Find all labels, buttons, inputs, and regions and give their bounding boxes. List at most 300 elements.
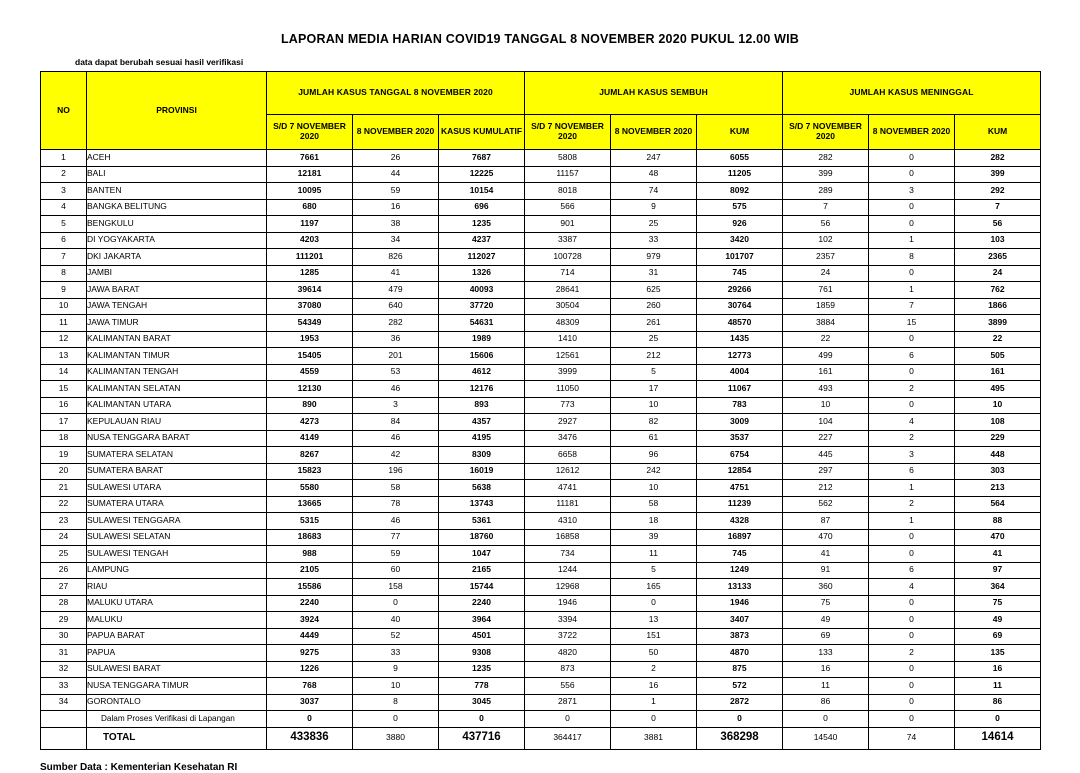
- cell-sembuh-sd: 11050: [525, 381, 611, 398]
- cell-meninggal-hari: 0: [869, 711, 955, 728]
- cell-kasus-hari: 201: [353, 348, 439, 365]
- cell-no: 24: [41, 529, 87, 546]
- cell-sembuh-sd: 5808: [525, 150, 611, 167]
- cell-kasus-kumulatif: 3045: [439, 694, 525, 711]
- cell-meninggal-sd: 227: [783, 430, 869, 447]
- cell-sembuh-kum: 3407: [697, 612, 783, 629]
- cell-provinsi: GORONTALO: [87, 694, 267, 711]
- cell-meninggal-kum: 41: [955, 546, 1041, 563]
- table-row: [41, 298, 1041, 315]
- cell-provinsi: DI YOGYAKARTA: [87, 232, 267, 249]
- cell-meninggal-kum: 69: [955, 628, 1041, 645]
- cell-meninggal-kum: 103: [955, 232, 1041, 249]
- cell-kasus-kumulatif: 12176: [439, 381, 525, 398]
- cell-meninggal-hari: 0: [869, 595, 955, 612]
- cell-sembuh-sd: 30504: [525, 298, 611, 315]
- cell-sembuh-hari: 25: [611, 216, 697, 233]
- cell-sembuh-hari: 242: [611, 463, 697, 480]
- cell-meninggal-kum: 762: [955, 282, 1041, 299]
- header-group-sembuh: JUMLAH KASUS SEMBUH: [525, 72, 783, 115]
- cell-provinsi: SULAWESI BARAT: [87, 661, 267, 678]
- cell-sembuh-kum: 1435: [697, 331, 783, 348]
- table-row: [41, 595, 1041, 612]
- cell-kasus-kumulatif: 10154: [439, 183, 525, 200]
- cell-meninggal-hari: 0: [869, 661, 955, 678]
- cell-kasus-sd: 9275: [267, 645, 353, 662]
- cell-kasus-hari: 196: [353, 463, 439, 480]
- header-group-kasus: JUMLAH KASUS TANGGAL 8 NOVEMBER 2020: [267, 72, 525, 115]
- cell-meninggal-kum: 470: [955, 529, 1041, 546]
- cell-kasus-hari: 52: [353, 628, 439, 645]
- cell-sembuh-kum: 0: [697, 711, 783, 728]
- cell-kasus-kumulatif: 4195: [439, 430, 525, 447]
- cell-no: 34: [41, 694, 87, 711]
- cell-provinsi: SUMATERA UTARA: [87, 496, 267, 513]
- cell-meninggal-sd: 133: [783, 645, 869, 662]
- cell-provinsi: RIAU: [87, 579, 267, 596]
- cell-kasus-sd: 12181: [267, 166, 353, 183]
- cell-meninggal-sd: 75: [783, 595, 869, 612]
- cell-no: 25: [41, 546, 87, 563]
- table-row: [41, 612, 1041, 629]
- table-row: [41, 579, 1041, 596]
- cell-kasus-sd: 1197: [267, 216, 353, 233]
- cell-provinsi: Dalam Proses Verifikasi di Lapangan: [87, 711, 267, 728]
- cell-sembuh-sd: 4741: [525, 480, 611, 497]
- cell-sembuh-kum: 11205: [697, 166, 783, 183]
- cell-meninggal-sd: 14540: [783, 727, 869, 749]
- cell-meninggal-hari: 2: [869, 645, 955, 662]
- cell-kasus-hari: 59: [353, 183, 439, 200]
- cell-meninggal-kum: 448: [955, 447, 1041, 464]
- cell-kasus-sd: 15405: [267, 348, 353, 365]
- cell-meninggal-kum: 364: [955, 579, 1041, 596]
- cell-sembuh-hari: 11: [611, 546, 697, 563]
- cell-kasus-hari: 36: [353, 331, 439, 348]
- cell-sembuh-kum: 926: [697, 216, 783, 233]
- cell-sembuh-kum: 783: [697, 397, 783, 414]
- cell-meninggal-sd: 104: [783, 414, 869, 431]
- cell-meninggal-kum: 49: [955, 612, 1041, 629]
- table-row: [41, 199, 1041, 216]
- cell-sembuh-hari: 212: [611, 348, 697, 365]
- cell-sembuh-sd: 3394: [525, 612, 611, 629]
- cell-sembuh-sd: 901: [525, 216, 611, 233]
- cell-kasus-kumulatif: 4357: [439, 414, 525, 431]
- cell-kasus-sd: 10095: [267, 183, 353, 200]
- cell-meninggal-kum: 229: [955, 430, 1041, 447]
- header-sembuh-hari: 8 NOVEMBER 2020: [611, 115, 697, 150]
- cell-meninggal-kum: 1866: [955, 298, 1041, 315]
- cell-provinsi: NUSA TENGGARA TIMUR: [87, 678, 267, 695]
- cell-no: 21: [41, 480, 87, 497]
- cell-meninggal-kum: 86: [955, 694, 1041, 711]
- cell-meninggal-hari: 0: [869, 628, 955, 645]
- cell-no: 26: [41, 562, 87, 579]
- table-row: [41, 678, 1041, 695]
- cell-kasus-hari: 479: [353, 282, 439, 299]
- cell-sembuh-hari: 151: [611, 628, 697, 645]
- cell-meninggal-sd: 91: [783, 562, 869, 579]
- cell-kasus-sd: 37080: [267, 298, 353, 315]
- cell-no: 12: [41, 331, 87, 348]
- cell-meninggal-hari: 0: [869, 546, 955, 563]
- cell-kasus-sd: 768: [267, 678, 353, 695]
- table-row: [41, 661, 1041, 678]
- cell-meninggal-hari: 2: [869, 430, 955, 447]
- cell-kasus-hari: 8: [353, 694, 439, 711]
- cell-sembuh-sd: 3722: [525, 628, 611, 645]
- cell-meninggal-kum: 14614: [955, 727, 1041, 749]
- cell-meninggal-sd: 761: [783, 282, 869, 299]
- cell-sembuh-sd: 556: [525, 678, 611, 695]
- cell-kasus-kumulatif: 4501: [439, 628, 525, 645]
- cell-meninggal-sd: 10: [783, 397, 869, 414]
- header-meninggal-kum: KUM: [955, 115, 1041, 150]
- cell-no: 14: [41, 364, 87, 381]
- cell-no: 6: [41, 232, 87, 249]
- cell-sembuh-kum: 30764: [697, 298, 783, 315]
- cell-kasus-sd: 680: [267, 199, 353, 216]
- cell-sembuh-kum: 3873: [697, 628, 783, 645]
- table-row: [41, 348, 1041, 365]
- cell-sembuh-hari: 5: [611, 364, 697, 381]
- cell-sembuh-kum: 3009: [697, 414, 783, 431]
- cell-provinsi: PAPUA: [87, 645, 267, 662]
- cell-kasus-sd: 890: [267, 397, 353, 414]
- table-row: [41, 232, 1041, 249]
- cell-kasus-hari: 640: [353, 298, 439, 315]
- header-no: NO: [41, 72, 87, 150]
- cell-provinsi: TOTAL: [87, 727, 267, 749]
- table-row: [41, 331, 1041, 348]
- cell-meninggal-hari: 8: [869, 249, 955, 266]
- cell-sembuh-hari: 0: [611, 711, 697, 728]
- cell-provinsi: SULAWESI TENGAH: [87, 546, 267, 563]
- cell-no: 22: [41, 496, 87, 513]
- cell-meninggal-sd: 11: [783, 678, 869, 695]
- cell-no: 31: [41, 645, 87, 662]
- cell-kasus-sd: 4273: [267, 414, 353, 431]
- cell-sembuh-sd: 2871: [525, 694, 611, 711]
- cell-meninggal-kum: 88: [955, 513, 1041, 530]
- cell-sembuh-hari: 74: [611, 183, 697, 200]
- cell-sembuh-sd: 734: [525, 546, 611, 563]
- cell-kasus-sd: 111201: [267, 249, 353, 266]
- cell-sembuh-sd: 873: [525, 661, 611, 678]
- cell-kasus-sd: 15586: [267, 579, 353, 596]
- cell-no: 19: [41, 447, 87, 464]
- cell-sembuh-hari: 5: [611, 562, 697, 579]
- page-title: LAPORAN MEDIA HARIAN COVID19 TANGGAL 8 NOVEMBER 2020 PUKUL 12.00 WIB: [280, 32, 800, 46]
- table-row: [41, 628, 1041, 645]
- cell-kasus-hari: 3880: [353, 727, 439, 749]
- cell-provinsi: KALIMANTAN TIMUR: [87, 348, 267, 365]
- cell-kasus-hari: 46: [353, 381, 439, 398]
- cell-kasus-hari: 40: [353, 612, 439, 629]
- table-row: [41, 645, 1041, 662]
- table-row: [41, 480, 1041, 497]
- cell-sembuh-hari: 58: [611, 496, 697, 513]
- cell-no: [41, 711, 87, 728]
- cell-sembuh-kum: 8092: [697, 183, 783, 200]
- cell-no: 28: [41, 595, 87, 612]
- cell-provinsi: SULAWESI TENGGARA: [87, 513, 267, 530]
- cell-meninggal-kum: 213: [955, 480, 1041, 497]
- cell-meninggal-hari: 0: [869, 678, 955, 695]
- cell-kasus-hari: 33: [353, 645, 439, 662]
- table-row: [41, 529, 1041, 546]
- cell-sembuh-sd: 4820: [525, 645, 611, 662]
- cell-sembuh-kum: 368298: [697, 727, 783, 749]
- cell-kasus-sd: 4559: [267, 364, 353, 381]
- table-row: [41, 397, 1041, 414]
- cell-sembuh-sd: 773: [525, 397, 611, 414]
- cell-meninggal-kum: 108: [955, 414, 1041, 431]
- cell-no: 16: [41, 397, 87, 414]
- cell-sembuh-kum: 875: [697, 661, 783, 678]
- cell-meninggal-kum: 10: [955, 397, 1041, 414]
- table-row: [41, 364, 1041, 381]
- cell-meninggal-kum: 3899: [955, 315, 1041, 332]
- cell-sembuh-hari: 625: [611, 282, 697, 299]
- cell-sembuh-sd: 100728: [525, 249, 611, 266]
- cell-meninggal-sd: 289: [783, 183, 869, 200]
- cell-kasus-sd: 988: [267, 546, 353, 563]
- cell-meninggal-sd: 399: [783, 166, 869, 183]
- table-row-total: [41, 727, 1041, 749]
- cell-kasus-hari: 826: [353, 249, 439, 266]
- cell-meninggal-hari: 1: [869, 282, 955, 299]
- cell-sembuh-hari: 48: [611, 166, 697, 183]
- cell-sembuh-sd: 8018: [525, 183, 611, 200]
- cell-kasus-hari: 34: [353, 232, 439, 249]
- cell-meninggal-sd: 161: [783, 364, 869, 381]
- cell-sembuh-hari: 50: [611, 645, 697, 662]
- cell-provinsi: LAMPUNG: [87, 562, 267, 579]
- cell-sembuh-kum: 4870: [697, 645, 783, 662]
- cell-meninggal-kum: 56: [955, 216, 1041, 233]
- cell-kasus-kumulatif: 5361: [439, 513, 525, 530]
- cell-kasus-sd: 54349: [267, 315, 353, 332]
- cell-sembuh-hari: 165: [611, 579, 697, 596]
- cell-meninggal-kum: 399: [955, 166, 1041, 183]
- cell-no: 15: [41, 381, 87, 398]
- cell-sembuh-hari: 82: [611, 414, 697, 431]
- header-kasus-hari: 8 NOVEMBER 2020: [353, 115, 439, 150]
- cell-no: 1: [41, 150, 87, 167]
- table-row: [41, 282, 1041, 299]
- cell-kasus-hari: 0: [353, 595, 439, 612]
- cell-kasus-hari: 46: [353, 513, 439, 530]
- cell-sembuh-sd: 12561: [525, 348, 611, 365]
- cell-sembuh-kum: 6055: [697, 150, 783, 167]
- cell-sembuh-sd: 3387: [525, 232, 611, 249]
- table-row: [41, 562, 1041, 579]
- cell-sembuh-hari: 2: [611, 661, 697, 678]
- cell-kasus-hari: 59: [353, 546, 439, 563]
- cell-kasus-kumulatif: 4612: [439, 364, 525, 381]
- cell-kasus-kumulatif: 893: [439, 397, 525, 414]
- table-row: [41, 414, 1041, 431]
- cell-meninggal-sd: 493: [783, 381, 869, 398]
- table-row: [41, 447, 1041, 464]
- cell-provinsi: SUMATERA SELATAN: [87, 447, 267, 464]
- cell-sembuh-sd: 12612: [525, 463, 611, 480]
- cell-sembuh-sd: 12968: [525, 579, 611, 596]
- cell-sembuh-sd: 16858: [525, 529, 611, 546]
- cell-kasus-sd: 433836: [267, 727, 353, 749]
- cell-provinsi: KALIMANTAN TENGAH: [87, 364, 267, 381]
- cell-kasus-kumulatif: 16019: [439, 463, 525, 480]
- cell-meninggal-sd: 41: [783, 546, 869, 563]
- cell-meninggal-sd: 69: [783, 628, 869, 645]
- cell-kasus-kumulatif: 696: [439, 199, 525, 216]
- cell-meninggal-kum: 7: [955, 199, 1041, 216]
- cell-meninggal-hari: 0: [869, 199, 955, 216]
- cell-kasus-kumulatif: 15744: [439, 579, 525, 596]
- cell-sembuh-sd: 566: [525, 199, 611, 216]
- cell-kasus-kumulatif: 112027: [439, 249, 525, 266]
- cell-kasus-sd: 4203: [267, 232, 353, 249]
- cell-sembuh-kum: 16897: [697, 529, 783, 546]
- cell-meninggal-sd: 0: [783, 711, 869, 728]
- cell-sembuh-hari: 10: [611, 480, 697, 497]
- cell-provinsi: KEPULAUAN RIAU: [87, 414, 267, 431]
- cell-meninggal-kum: 75: [955, 595, 1041, 612]
- cell-meninggal-hari: 1: [869, 480, 955, 497]
- cell-kasus-hari: 10: [353, 678, 439, 695]
- cell-no: 11: [41, 315, 87, 332]
- cell-sembuh-kum: 11067: [697, 381, 783, 398]
- cell-meninggal-sd: 102: [783, 232, 869, 249]
- cell-kasus-kumulatif: 18760: [439, 529, 525, 546]
- cell-kasus-kumulatif: 37720: [439, 298, 525, 315]
- cell-sembuh-hari: 16: [611, 678, 697, 695]
- table-row: [41, 381, 1041, 398]
- cell-meninggal-kum: 292: [955, 183, 1041, 200]
- cell-meninggal-sd: 87: [783, 513, 869, 530]
- cell-sembuh-kum: 11239: [697, 496, 783, 513]
- cell-meninggal-sd: 297: [783, 463, 869, 480]
- cell-no: 3: [41, 183, 87, 200]
- cell-meninggal-kum: 2365: [955, 249, 1041, 266]
- header-kasus-kumulatif: KASUS KUMULATIF: [439, 115, 525, 150]
- cell-provinsi: BANGKA BELITUNG: [87, 199, 267, 216]
- cell-meninggal-sd: 562: [783, 496, 869, 513]
- cell-kasus-sd: 12130: [267, 381, 353, 398]
- cell-sembuh-hari: 10: [611, 397, 697, 414]
- cell-provinsi: MALUKU: [87, 612, 267, 629]
- cell-kasus-sd: 5580: [267, 480, 353, 497]
- table-row: [41, 711, 1041, 728]
- table-row: [41, 430, 1041, 447]
- header-meninggal-hari: 8 NOVEMBER 2020: [869, 115, 955, 150]
- cell-meninggal-hari: 0: [869, 694, 955, 711]
- cell-meninggal-hari: 0: [869, 265, 955, 282]
- cell-meninggal-sd: 445: [783, 447, 869, 464]
- cell-kasus-sd: 4449: [267, 628, 353, 645]
- cell-meninggal-hari: 7: [869, 298, 955, 315]
- cell-meninggal-kum: 282: [955, 150, 1041, 167]
- cell-kasus-sd: 2105: [267, 562, 353, 579]
- cell-meninggal-kum: 0: [955, 711, 1041, 728]
- cell-kasus-kumulatif: 8309: [439, 447, 525, 464]
- cell-kasus-hari: 16: [353, 199, 439, 216]
- cell-meninggal-sd: 16: [783, 661, 869, 678]
- cell-kasus-sd: 0: [267, 711, 353, 728]
- cell-no: 23: [41, 513, 87, 530]
- table-row: [41, 166, 1041, 183]
- cell-meninggal-hari: 0: [869, 150, 955, 167]
- header-group-meninggal: JUMLAH KASUS MENINGGAL: [783, 72, 1041, 115]
- cell-kasus-kumulatif: 2240: [439, 595, 525, 612]
- cell-provinsi: SULAWESI SELATAN: [87, 529, 267, 546]
- cell-sembuh-kum: 4751: [697, 480, 783, 497]
- cell-provinsi: SUMATERA BARAT: [87, 463, 267, 480]
- cell-no: 33: [41, 678, 87, 695]
- cell-meninggal-hari: 0: [869, 166, 955, 183]
- cell-sembuh-sd: 1410: [525, 331, 611, 348]
- cell-kasus-sd: 1285: [267, 265, 353, 282]
- cell-sembuh-hari: 979: [611, 249, 697, 266]
- table-row: [41, 496, 1041, 513]
- cell-kasus-kumulatif: 437716: [439, 727, 525, 749]
- cell-kasus-kumulatif: 1235: [439, 661, 525, 678]
- cell-kasus-hari: 41: [353, 265, 439, 282]
- cell-meninggal-hari: 3: [869, 183, 955, 200]
- cell-meninggal-kum: 161: [955, 364, 1041, 381]
- cell-no: 30: [41, 628, 87, 645]
- cell-meninggal-hari: 0: [869, 364, 955, 381]
- cell-sembuh-hari: 18: [611, 513, 697, 530]
- cell-meninggal-hari: 0: [869, 216, 955, 233]
- cell-meninggal-hari: 6: [869, 463, 955, 480]
- cell-meninggal-kum: 24: [955, 265, 1041, 282]
- cell-kasus-kumulatif: 1989: [439, 331, 525, 348]
- cell-sembuh-hari: 39: [611, 529, 697, 546]
- cell-sembuh-kum: 6754: [697, 447, 783, 464]
- cell-no: 8: [41, 265, 87, 282]
- cell-kasus-kumulatif: 2165: [439, 562, 525, 579]
- cell-sembuh-sd: 714: [525, 265, 611, 282]
- cell-sembuh-kum: 29266: [697, 282, 783, 299]
- cell-meninggal-hari: 0: [869, 612, 955, 629]
- cell-kasus-sd: 39614: [267, 282, 353, 299]
- cell-provinsi: DKI JAKARTA: [87, 249, 267, 266]
- cell-kasus-kumulatif: 15606: [439, 348, 525, 365]
- cell-meninggal-sd: 56: [783, 216, 869, 233]
- cell-sembuh-hari: 261: [611, 315, 697, 332]
- cell-meninggal-kum: 135: [955, 645, 1041, 662]
- cell-kasus-hari: 84: [353, 414, 439, 431]
- cell-sembuh-kum: 3537: [697, 430, 783, 447]
- cell-sembuh-sd: 6658: [525, 447, 611, 464]
- cell-provinsi: BENGKULU: [87, 216, 267, 233]
- cell-meninggal-kum: 505: [955, 348, 1041, 365]
- cell-kasus-kumulatif: 12225: [439, 166, 525, 183]
- cell-provinsi: KALIMANTAN BARAT: [87, 331, 267, 348]
- cell-sembuh-hari: 247: [611, 150, 697, 167]
- cell-meninggal-kum: 97: [955, 562, 1041, 579]
- cell-sembuh-kum: 1946: [697, 595, 783, 612]
- cell-sembuh-kum: 4004: [697, 364, 783, 381]
- cell-no: 5: [41, 216, 87, 233]
- cell-kasus-sd: 2240: [267, 595, 353, 612]
- cell-provinsi: SULAWESI UTARA: [87, 480, 267, 497]
- cell-no: 7: [41, 249, 87, 266]
- table-row: [41, 249, 1041, 266]
